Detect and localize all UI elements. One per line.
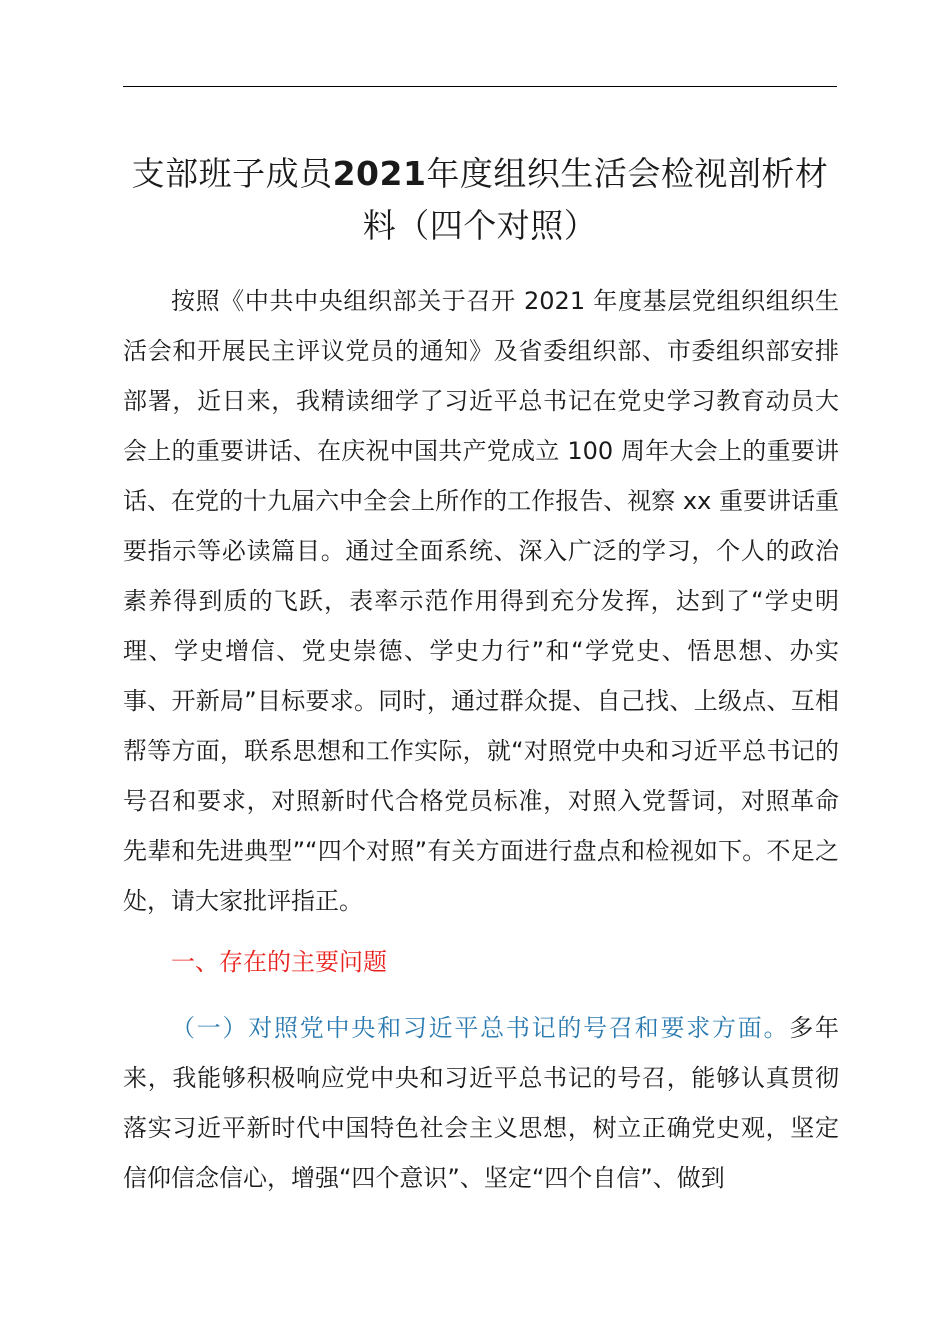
intro-paragraph: 按照《中共中央组织部关于召开 2021 年度基层党组织组织生活会和开展民主评议党员的通知》及省委组织部、市委组织部安排部署，近日来，我精读细学了习近平总书记在党史学习教育动员大会上的重要讲话、在庆祝中国共产党成立 100 周年大会上的重要讲话、在党的十九届六中全会上所作的工作报告、视察 xx 重要讲话重要指示等必读篇目。通过全面系统、深入广泛的学习，个人的政治素养得到质的飞跃，表率示范作用得到充分发挥，达到了“学史明理、学史增信、党史崇德、学史力行”和“学党史、悟思想、办实事、开新局”目标要求。同时，通过群众提、自己找、上级点、互相帮等方面，联系思想和工作实际，就“对照党中央和习近平总书记的号召和要求，对照新时代合格党员标准，对照入党誓词，对照革命先辈和先进典型”“四个对照”有关方面进行盘点和检视如下。不足之处，请大家批评指正。: [123, 287, 839, 915]
subsection-paragraph: [123, 1003, 839, 1203]
body-text: [123, 276, 839, 926]
subsection-heading: （一）对照党中央和习近平总书记的号召和要求方面。: [171, 1014, 790, 1042]
title-part-2: 年度组织生活会检视剖析材料（四个对照）: [362, 154, 829, 245]
title-part-1: 支部班子成员: [131, 154, 333, 193]
header-rule: [123, 86, 837, 87]
title-year: 2021: [332, 154, 427, 193]
document-title: [123, 148, 837, 252]
section-heading: 一、存在的主要问题: [171, 948, 387, 976]
subsection-text: 多年来，我能够积极响应党中央和习近平总书记的号召，能够认真贯彻落实习近平新时代中国特色社会主义思想，树立正确党史观，坚定信仰信念信心，增强“四个意识”、坚定“四个自信”、做到: [123, 1014, 840, 1192]
